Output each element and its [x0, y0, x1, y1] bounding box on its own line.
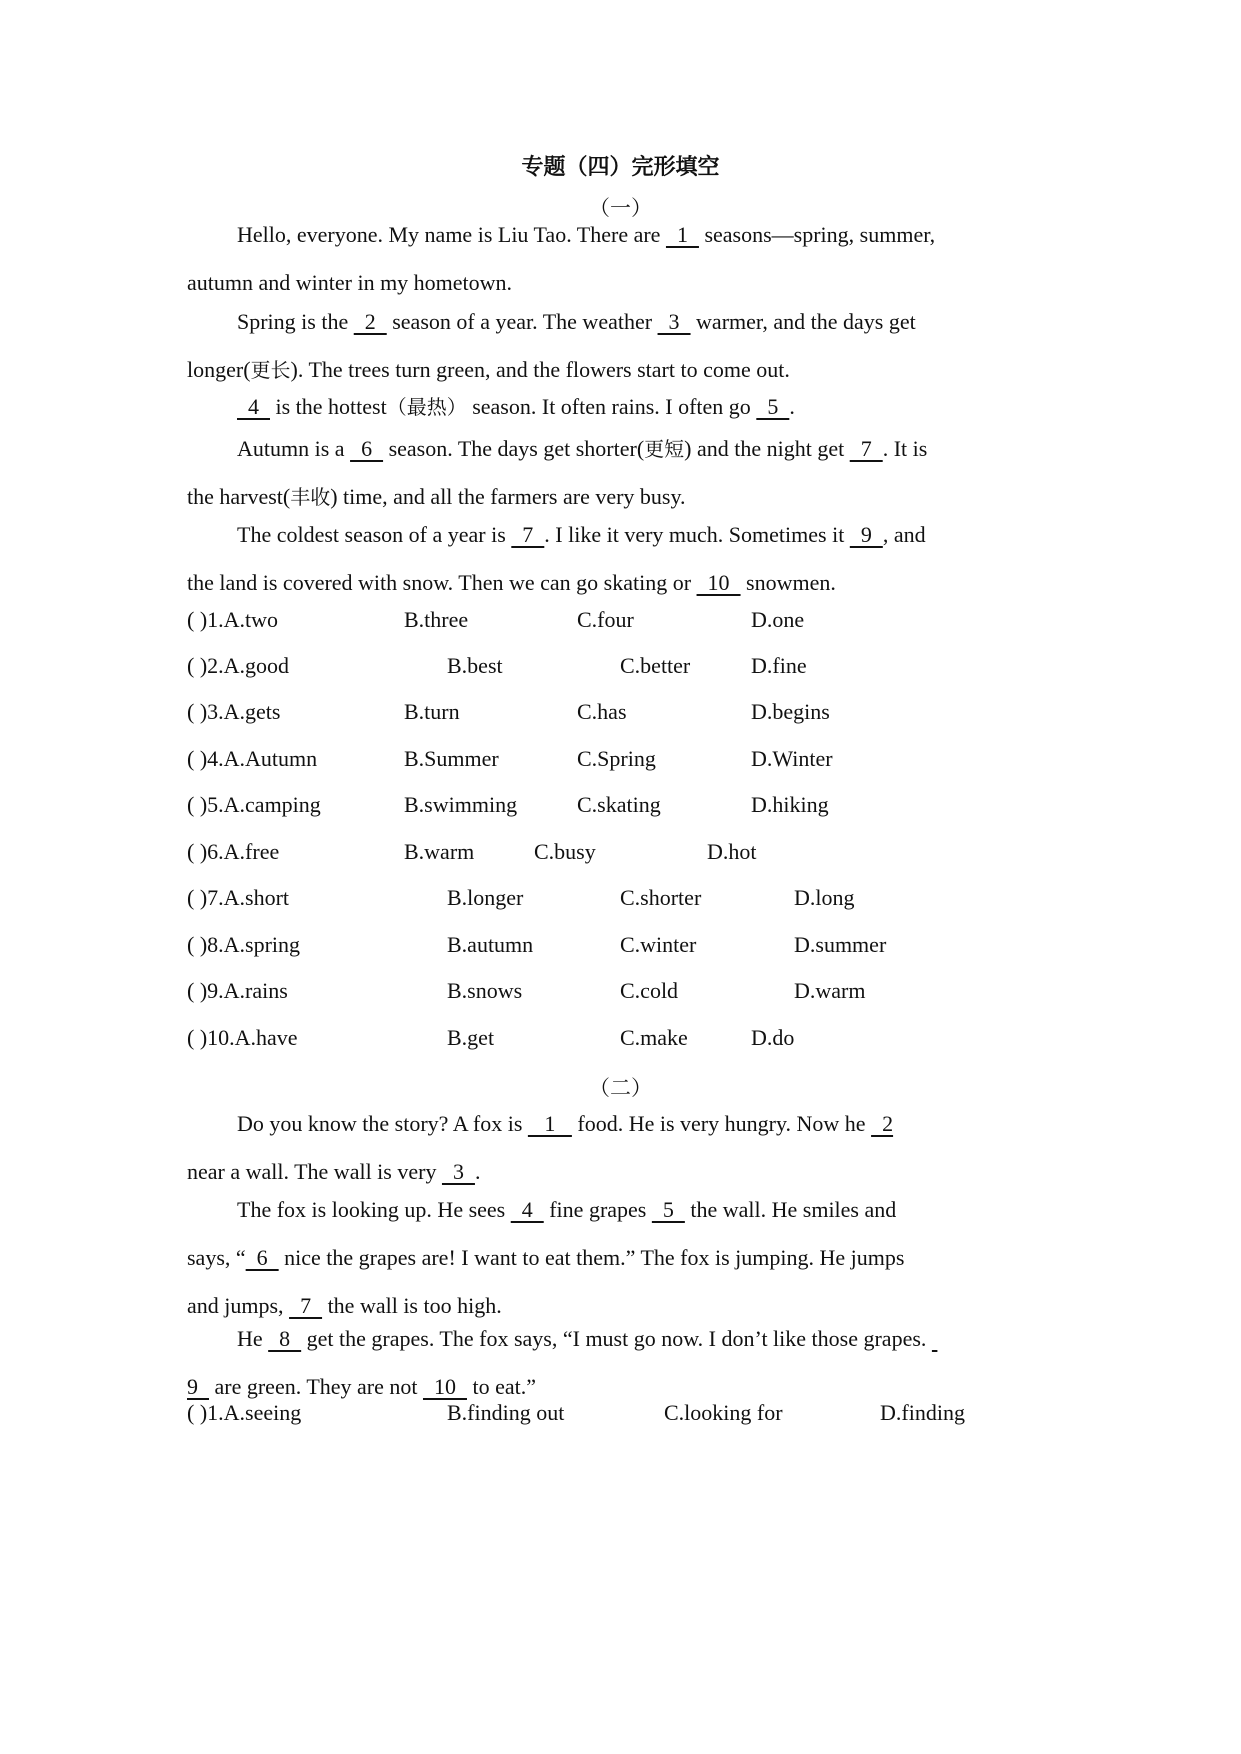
blank[interactable]: 5 — [756, 394, 790, 419]
blank[interactable]: 4 — [237, 394, 270, 419]
section-2-passage — [187, 1100, 1049, 1196]
passage-line: the land is covered with snow. Then we can go skating or 10 snowmen. — [187, 570, 836, 595]
passage-line: says, “ 6 nice the grapes are! I want to eat them.” The fox is jumping. He jumps — [187, 1245, 905, 1270]
blank[interactable]: 7 — [511, 522, 545, 547]
passage-line: He 8 get the grapes. The fox says, “I must go now. I don’t like those grapes. — [187, 1315, 1049, 1363]
section-2-heading: （二） — [589, 1076, 652, 1100]
blank[interactable]: 6 — [245, 1245, 279, 1270]
section-1-passage — [187, 298, 1049, 394]
blank[interactable]: 3 — [441, 1159, 475, 1184]
blank[interactable]: 3 — [657, 309, 691, 334]
section-2-passage — [187, 1186, 1049, 1330]
passage-line: Do you know the story? A fox is 1 food. He is very hungry. Now he 2 — [237, 1111, 894, 1136]
section-1-passage — [187, 511, 1049, 607]
passage-line: 4 is the hottest（最热） season. It often rains. I often go 5 . — [237, 394, 795, 419]
section-1-passage — [187, 211, 1049, 307]
blank[interactable]: 10 — [422, 1374, 467, 1399]
worksheet-page: 专题（四）完形填空 （一） Hello, everyone. My name is Liu Tao. There are 1 seasons—spring, summer, autumn and winter in my hometown. Spring is the 2 season of a year. The weather 3 warmer, and the days get longer(更长). The trees turn green, and the flowers start to come out. 4 is the hottest（最热） season. It often rains. I often go 5 . Autumn is a 6 season. The days get shorter(更短) and the night get 7 . It is the harvest(丰收) time, and all the farmers are very busy. The coldest season of a year is 7 . I like it very much. Sometimes it 9 , and the land is covered with snow. Then we can go skating or 10 snowmen. ( )1.A.two B.three C.four D.one ( )2.A.good B.best C.better D.fine ( )3.A.gets B.turn C.has D.begins ( )4.A.Autumn B.Summer C.Spring D.Winter ( )5.A.camping B.swimming C.skating D.hiking ( )6.A.free B.warm C.busy D.hot ( )7.A.short B.longer C.shorter D.long ( )8.A.spring B.autumn C.winter D.summer ( )9.A.rains B.snows C.cold D.warm ( )10.A.have B.get C.make D.do （二） Do you know the story? A fox is 1 food. He is very hungry. Now he 2 near a wall. The wall is very 3 . The fox is looking up. He sees 4 fine grapes 5 the wall. He smiles and says, “ 6 nice the grapes are! I want to eat them.” The fox is jumping. He jumps and jumps, 7 the wall is too high. He 8 get the grapes. The fox says, “I must go now. I don’t like those grapes. 9 are green. They are not 10 to eat.” ( )1.A.seeing B.finding out C.looking for D.finding — [0, 0, 1241, 1754]
blank[interactable]: 4 — [510, 1197, 544, 1222]
blank[interactable]: 8 — [268, 1326, 302, 1351]
section-1-passage — [187, 383, 1049, 431]
passage-line: autumn and winter in my hometown. — [187, 270, 513, 295]
blank[interactable] — [932, 1326, 938, 1351]
passage-line: The coldest season of a year is 7 . I like it very much. Sometimes it 9 , and — [237, 522, 926, 547]
blank[interactable]: 7 — [849, 436, 883, 461]
passage-line: The fox is looking up. He sees 4 fine grapes 5 the wall. He smiles and — [237, 1197, 897, 1222]
page-title: 专题（四）完形填空 — [521, 155, 720, 180]
blank[interactable]: 2 — [871, 1111, 894, 1136]
section-1-passage — [187, 425, 1049, 521]
passage-line: 9 are green. They are not 10 to eat.” — [187, 1374, 537, 1399]
section-2-passage — [187, 1315, 1049, 1411]
blank[interactable]: 9 — [187, 1374, 209, 1399]
blank[interactable]: 9 — [849, 522, 883, 547]
passage-line: the harvest(丰收) time, and all the farmers are very busy. — [187, 484, 686, 509]
passage-line: near a wall. The wall is very 3 . — [187, 1159, 481, 1184]
section-1-heading: （一） — [589, 196, 652, 220]
blank[interactable]: 2 — [353, 309, 387, 334]
passage-line: Spring is the 2 season of a year. The weather 3 warmer, and the days get — [237, 309, 916, 334]
blank[interactable]: 1 — [665, 222, 699, 247]
blank[interactable]: 1 — [527, 1111, 572, 1136]
blank[interactable]: 7 — [289, 1293, 323, 1318]
blank[interactable]: 6 — [350, 436, 384, 461]
blank[interactable]: 5 — [651, 1197, 685, 1222]
passage-line: and jumps, 7 the wall is too high. — [187, 1293, 502, 1318]
passage-line: Autumn is a 6 season. The days get shorter(更短) and the night get 7 . It is — [237, 436, 928, 461]
blank[interactable]: 10 — [696, 570, 741, 595]
passage-line: longer(更长). The trees turn green, and the flowers start to come out. — [187, 357, 790, 382]
passage-line: Hello, everyone. My name is Liu Tao. There are 1 seasons—spring, summer, — [237, 222, 936, 247]
